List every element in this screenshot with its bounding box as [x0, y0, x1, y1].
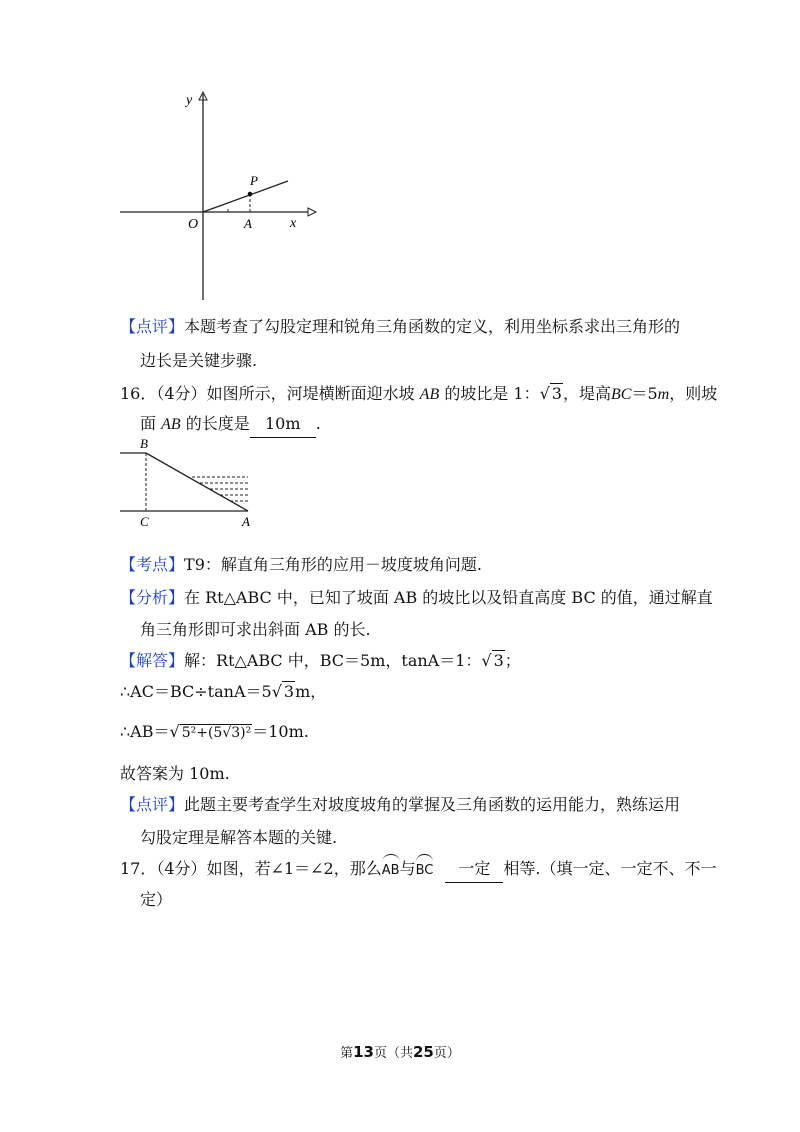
jieda-end: ；: [504, 651, 521, 670]
label-a: A: [242, 514, 250, 529]
q16-final: 故答案为 10m.: [120, 764, 230, 783]
step1-pre: ∴AC＝BC÷tanA＝5: [120, 682, 272, 701]
embankment-figure: [118, 437, 258, 529]
step1-post: m，: [295, 682, 327, 701]
jieda-tag: 【解答】: [120, 651, 185, 670]
q17-number: 17．: [120, 859, 157, 878]
arc-bc: BC: [416, 858, 434, 884]
review-tag: 【点评】: [120, 317, 185, 336]
jieda-sqrt3: √ 3: [481, 651, 504, 670]
q16-number: 16．: [120, 384, 157, 403]
footer-mid: 页（共: [373, 1046, 413, 1061]
q16-bc: BC: [611, 386, 632, 403]
step2-pre: ∴AB＝: [120, 722, 170, 741]
step1-sqrt3: √ 3: [271, 682, 295, 701]
q15-review-text1: 本题考查了勾股定理和锐角三角函数的定义，利用坐标系求出三角形的: [184, 317, 681, 336]
q16-root3: 3: [551, 384, 562, 403]
q17-stem-b: 相等.（填一定、一定不、不一: [503, 859, 717, 878]
label-c: C: [140, 514, 149, 529]
q16-m: m: [657, 386, 670, 403]
q16-stem-a: 如图所示，河堤横断面迎水坡: [206, 384, 415, 403]
q16-stem-line1: [120, 381, 717, 408]
q16-stem-line2: [140, 411, 321, 438]
jieda-text: 解：Rt△ABC 中，BC＝5m，tanA＝1：: [184, 651, 482, 670]
origin-label: O: [188, 217, 199, 232]
coordinate-graph: [118, 88, 318, 303]
q16-points: （4分）: [156, 384, 207, 403]
q16-sqrt3: √ 3: [539, 384, 562, 403]
footer-post: 页）: [433, 1046, 460, 1061]
q16-kaodian: [120, 552, 482, 578]
step2-radicand: 5²+(5√3)²: [181, 725, 252, 741]
q16-step1: [120, 679, 326, 705]
kaodian-tag: 【考点】: [120, 555, 185, 574]
q16-line2-a: 面: [140, 414, 157, 433]
page-footer: [0, 1042, 800, 1061]
q16-review-text1: 此题主要考查学生对坡度坡角的掌握及三角函数的运用能力，熟练运用: [184, 795, 681, 814]
y-label: y: [186, 93, 193, 108]
q16-answer: 10m: [250, 411, 316, 438]
step2-post: ＝10m.: [252, 722, 309, 741]
q16-end: .: [315, 414, 321, 433]
q16-ab: AB: [419, 386, 440, 403]
footer-page-number: 13: [353, 1043, 374, 1061]
q16-fenxi-line2: 角三角形即可求出斜面 AB 的长.: [140, 620, 371, 639]
q16-jieda: [120, 648, 521, 674]
q17-yu: 与: [399, 859, 416, 878]
slope-ab: [146, 453, 248, 511]
x-label: x: [290, 216, 297, 231]
step1-root3: 3: [283, 682, 295, 701]
q17-answer: 一定: [445, 856, 503, 883]
jieda-root3: 3: [493, 651, 504, 670]
q16-fenxi-line1: [120, 585, 713, 611]
q16-stem-d: ＝5: [631, 384, 658, 403]
q17-points: （4分）: [156, 859, 207, 878]
p-label: P: [250, 173, 258, 188]
arc-ab: AB: [382, 858, 400, 884]
q17-stem-line2: 定）: [140, 890, 173, 909]
q16-line2-b: 的长度是: [185, 414, 250, 433]
q15-review-line2: 边长是关键步骤.: [140, 351, 258, 370]
fenxi-text1: 在 Rt△ABC 中，已知了坡面 AB 的坡比以及铅直高度 BC 的值，通过解直: [184, 588, 713, 607]
q16-stem-b: 的坡比是 1：: [444, 384, 540, 403]
q16-stem-c: ，堤高: [562, 384, 611, 403]
q16-step2: [120, 719, 309, 746]
q16-review-line1: [120, 792, 680, 818]
footer-total-pages: 25: [413, 1043, 434, 1061]
x-axis-arrow: [308, 208, 316, 216]
q16-ab-2: AB: [161, 416, 181, 433]
fenxi-tag: 【分析】: [120, 588, 185, 607]
step2-sqrt: √ 5²+(5√3)²: [169, 722, 252, 741]
a-label: A: [244, 216, 252, 231]
q15-review-line1: [120, 314, 680, 340]
footer-pre: 第: [340, 1046, 354, 1061]
q16-review-line2: 勾股定理是解答本题的关键.: [140, 828, 338, 847]
q16-stem-e: ，则坡: [669, 384, 718, 403]
q17-stem-a: 如图，若∠1＝∠2，那么: [206, 859, 382, 878]
q17-stem-line1: [120, 856, 716, 884]
kaodian-text: T9：解直角三角形的应用－坡度坡角问题.: [184, 555, 482, 574]
ray-op: [203, 181, 288, 212]
point-p: [248, 192, 253, 197]
review-tag-2: 【点评】: [120, 795, 185, 814]
label-b: B: [140, 437, 148, 451]
